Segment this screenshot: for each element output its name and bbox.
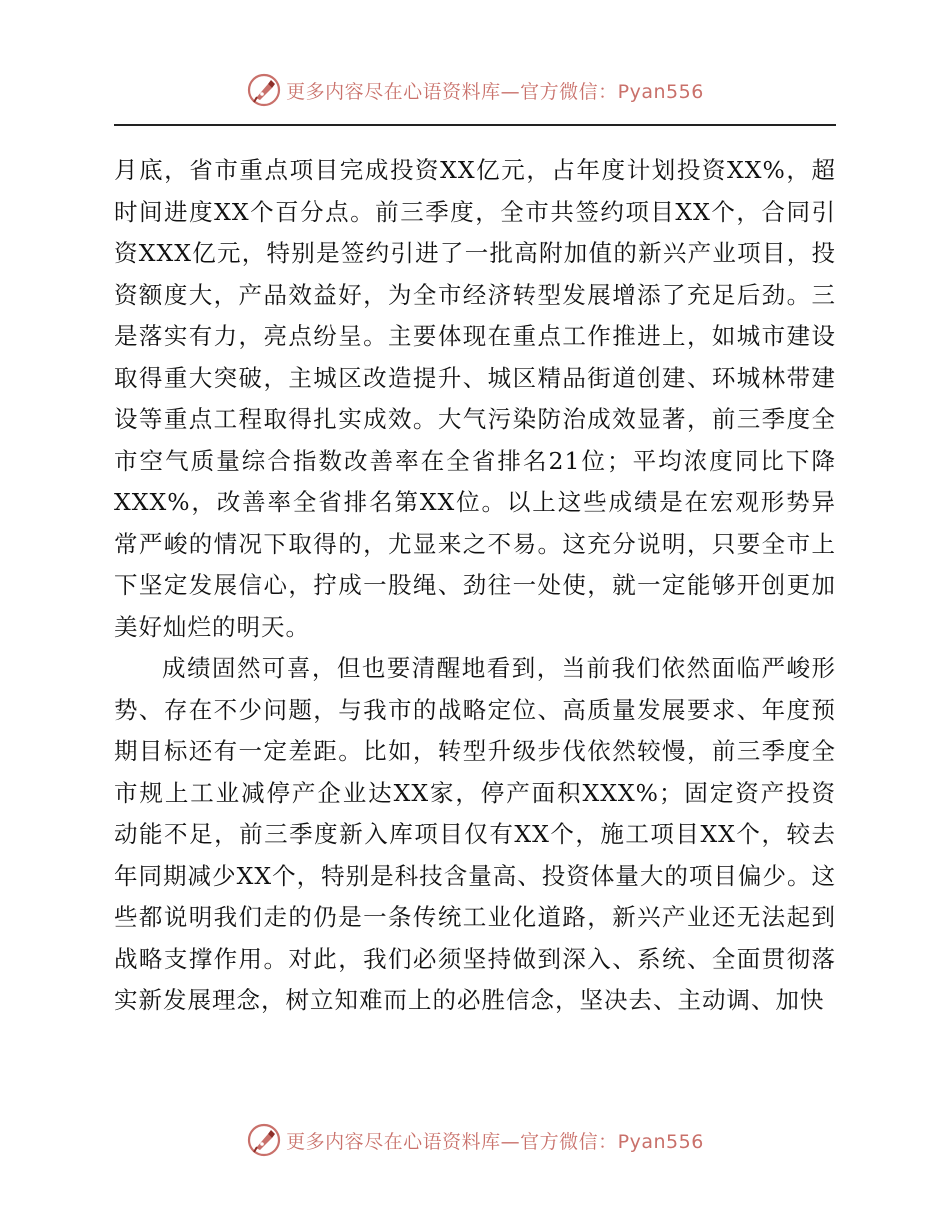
header-banner [0, 68, 950, 112]
paragraph-2: 成绩固然可喜，但也要清醒地看到，当前我们依然面临严峻形势、存在不少问题，与我市的战略定位、高质量发展要求、年度预期目标还有一定差距。比如，转型升级步伐依然较慢，前三季度全市规上工业减停产企业达XX家，停产面积XXX%；固定资产投资动能不足，前三季度新入库项目仅有XX个，施工项目XX个，较去年同期减少XX个，特别是科技含量高、投资体量大的项目偏少。这些都说明我们走的仍是一条传统工业化道路，新兴产业还无法起到战略支撑作用。对此，我们必须坚持做到深入、系统、全面贯彻落实新发展理念，树立知难而上的必胜信念，坚决去、主动调、加快 [114, 654, 836, 1014]
footer-banner [0, 1118, 950, 1162]
pen-nib-logo-icon [246, 72, 282, 108]
footer-banner-text: 更多内容尽在心语资料库—官方微信：Pyan556 [286, 1130, 704, 1153]
header-divider [114, 124, 836, 126]
paragraph-1: 月底，省市重点项目完成投资XX亿元，占年度计划投资XX%，超时间进度XX个百分点。前三季度，全市共签约项目XX个，合同引资XXX亿元，特别是签约引进了一批高附加值的新兴产业项目，投资额度大，产品效益好，为全市经济转型发展增添了充足后劲。三是落实有力，亮点纷呈。主要体现在重点工作推进上，如城市建设取得重大突破，主城区改造提升、城区精品街道创建、环城林带建设等重点工程取得扎实成效。大气污染防治成效显著，前三季度全市空气质量综合指数改善率在全省排名21位；平均浓度同比下降XXX%，改善率全省排名第XX位。以上这些成绩是在宏观形势异常严峻的情况下取得的，尤显来之不易。这充分说明，只要全市上下坚定发展信心，拧成一股绳、劲往一处使，就一定能够开创更加美好灿烂的明天。 [114, 156, 836, 641]
pen-nib-logo-icon [246, 1122, 282, 1158]
document-body [114, 150, 836, 1022]
header-banner-text: 更多内容尽在心语资料库—官方微信：Pyan556 [286, 80, 704, 103]
